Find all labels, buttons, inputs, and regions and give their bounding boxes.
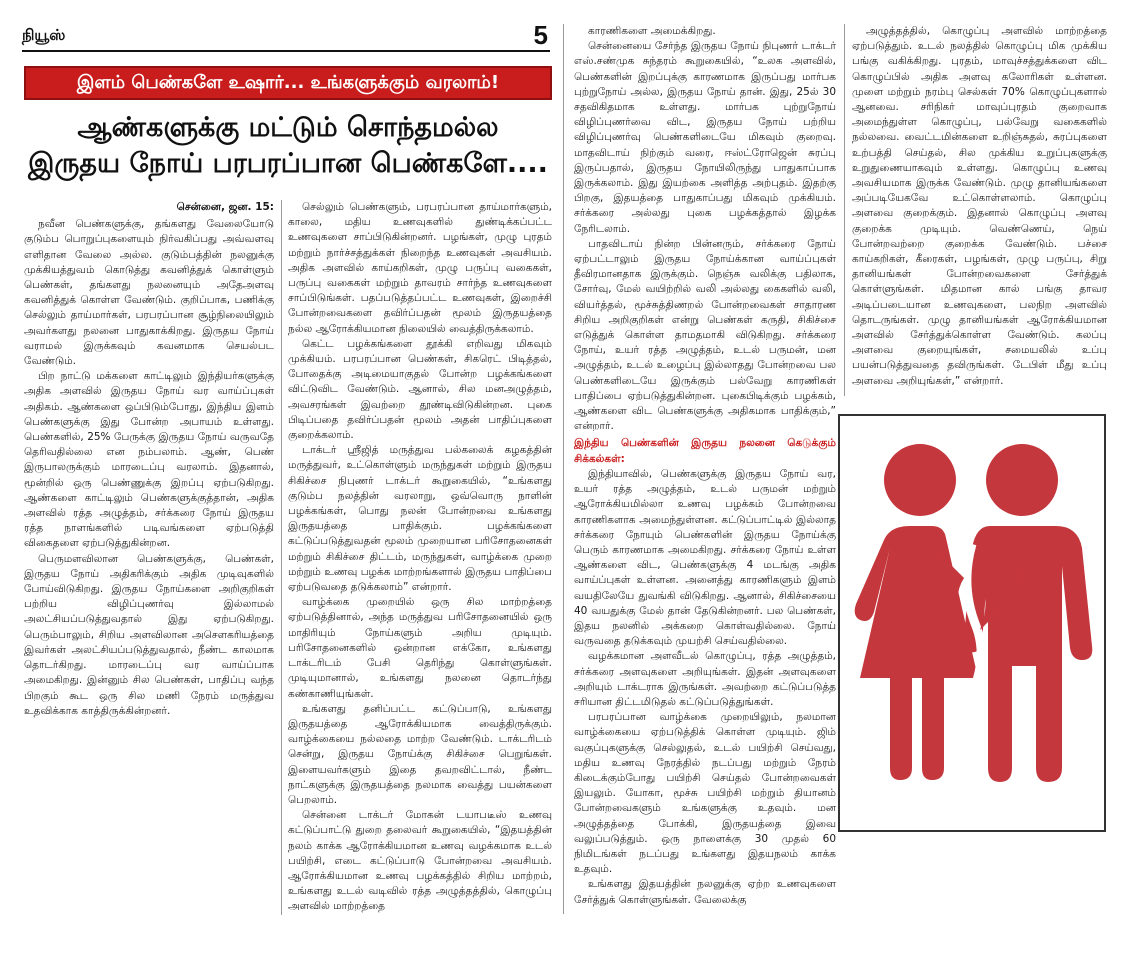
- headline-line-2: இருதய நோய் பரபரப்பான பெண்களே....: [28, 148, 548, 180]
- masthead: [22, 20, 550, 52]
- article-column-2: [288, 200, 552, 915]
- male-female-heart-icon: [840, 416, 1104, 830]
- headline: [24, 110, 552, 183]
- male-head: [986, 444, 1058, 516]
- kicker-banner: இளம் பெண்களே உஷார்... உங்களுக்கும் வரலாம்!: [24, 66, 552, 100]
- female-body: [855, 526, 978, 780]
- paragraph: அழுத்தத்தில், கொழுப்பு அளவில் மாற்றத்தை ஏற்படுத்தும். உடல் நலத்தில் கொழுப்பு மிக முக்கிய பங்கு வகிக்கிறது. புரதம், மாவுச்சத்துக்களை விட கொழுப்பில் அதிக அளவு கலோரிகள் உள்ளன. முளை மற்றும் நரம்பு செல்கள் 70% கொழுப்புகளால் ஆனவை. சரிநிகர் மாவுப்புரதம் குறைவாக அமைந்துள்ள கொழுப்பு, பல்வேறு வகைகளில் நல்லவை. வைட்டமின்களை உறிஞ்சுதல், சுரப்புகளை உற்பத்தி செய்தல், சில முக்கிய உறுப்புகளுக்கு உறுதுணையாகவும் உள்ளது. கொழுப்பு உணவு அவசியமாக இருக்க வேண்டும். முழு தானியங்களை அப்படியேகவே உட்கொள்ளலாம். கொழுப்பு அளவை குறைக்கும். இதனால் கொழுப்பு அளவு குறைக்க முடியும். வெண்ணெய், நெய் போன்றவற்றை குறைக்க வேண்டும். பச்சை காய்கறிகள், கீரைகள், பழங்கள், முழு பருப்பு, சிறு தானியங்கள் போன்றவைகளை சேர்த்துக் கொள்ளுங்கள். மிதமான கால் பங்கு தாவர அடிப்படையான உணவுகளை, பலநிற அளவில் தொடருங்கள். முழு தானியங்கள் ஆரோக்கியமான அளவில் சேர்த்துக்கொள்ள வேண்டும். கலப்பு அளவை குறையுங்கள், சமையலில் உப்பு பயன்படுத்துவதை தவிருங்கள். டேபிள் மீது உப்பு அளவை அறியுங்கள்,” என்றார்.: [852, 25, 1107, 387]
- headline-line-1: ஆண்களுக்கு மட்டும் சொந்தமல்ல: [77, 112, 499, 143]
- section-name: நியூஸ்: [22, 26, 66, 44]
- illustration-box: [838, 414, 1106, 832]
- page-number: 5: [533, 20, 548, 50]
- paragraph: சென்னை டாக்டர் மோகன் டயாபடீஸ் உணவு கட்டுப்பாட்டு துறை தலைவர் கூறுகையில், “இதயத்தின் நலம் காக்க ஆரோக்கியமான உணவு வழக்கமாக உடல் பயிற்சி, எடை கட்டுப்பாடு போன்றவை அவசியம். ஆரோக்கியமான உணவு பழக்கத்தில் சிறிய மாற்றம், உங்களது உடல் வடிவில் ரத்த அழுத்தத்தில், கொழுப்பு அளவில் மாற்றத்தை: [288, 809, 552, 913]
- column-rule: [563, 24, 564, 914]
- paragraph: பாதவிடாய் நின்ற பின்னரும், சர்க்கரை நோய் ஏற்பட்டாலும் இருதய நோய்க்கான வாய்ப்புகள் தீவிரமானதாக இருக்கும். நெஞ்சு வலிக்கு பதிலாக, சோர்வு, மேல் வயிற்றில் வலி அல்லது கைகளில் வலி, வியர்த்தல், மூச்சுத்திணறல் போன்றவைகள் சாதாரண சிறிய அறிகுறிகள் என்று பெண்கள் கருதி, சிகிச்சை எடுத்துக் கொள்ள தாமதமாகி விடுகிறது. சர்க்கரை நோய், உயர் ரத்த அழுத்தம், உடல் பருமன், மன அழுத்தம், உடல் உழைப்பு இல்லாதது போன்றவை பல பெண்களிடையே இருக்கும் பல்வேறு காரணிகள் பாதிப்பை ஏற்படுத்துகின்றன. புகைபிடிக்கும் பழக்கம், ஆண்களை விட பெண்களுக்கு அதிகமாக பாதிக்கும்,” என்றார்.: [574, 237, 836, 433]
- column-rule: [844, 24, 845, 396]
- article-column-1: [24, 200, 274, 915]
- paragraph: பரபரப்பான வாழ்க்கை முறையிலும், நலமான வாழ்க்கையை ஏற்படுத்திக் கொள்ள முடியும். ஜிம் வகுப்புகளுக்கு செல்லுதல், உடல் பயிற்சி செய்வது, மதிய உணவு நேரத்தில் நடப்பது மற்றும் நேரம் கிடைக்கும்போது பயிற்சி செய்தல் போன்றவைகள் இயலும். யோகா, மூச்சு பயிற்சி மற்றும் தியானம் போன்றவைகளும் உங்களுக்கு உதவும். மன அழுத்தத்தை போக்கி, இருதயத்தை இவை வலுப்படுத்தும். ஒரு நாளைக்கு 30 முதல் 60 நிமிடங்கள் நடப்பது உங்களது இதயநலம் காக்க உதவும்.: [574, 711, 836, 876]
- subheading: இந்திய பெண்களின் இருதய நலனை கெடுக்கும் சிக்கல்கள்:: [574, 437, 836, 465]
- paragraph: வாழ்க்கை முறையில் ஒரு சில மாற்றத்தை ஏற்படுத்தினால், அந்த மருத்துவ பரிசோதனையில் ஒரு மாதிரியும் நோய்களும் அறிய முடியும். பரிசோதனைகளில் ஒன்றான எக்கோ, உங்களது டாக்டரிடம் பேசி தெரிந்து கொள்ளுங்கள். முடியுமானால், உங்களது நலனை தொடர்ந்து கண்காணியுங்கள்.: [288, 596, 552, 700]
- dateline: சென்னை, ஜன. 15:: [176, 201, 274, 213]
- article-column-3: [574, 24, 836, 914]
- paragraph: சென்னையை சேர்ந்த இருதய நோய் நிபுணர் டாக்டர் எஸ்.சண்முக சுந்தரம் கூறுகையில், “உலக அளவில், பெண்களின் இறப்புக்கு காரணமாக இருப்பது மார்பக புற்றுநோய் அல்ல, இருதய நோய் தான். இது, 25ல் 30 சதவிகிதமாக உள்ளது. மார்பக புற்றுநோய் விழிப்புணர்வை விட, இருதய நோய் பற்றிய விழிப்புணர்வு பெண்களிடையே மிகவும் குறைவு. மாதவிடாய் நிற்கும் வரை, ஈஸ்ட்ரோஜென் சுரப்பு இருப்பதால், இருதய நோயிலிருந்து பாதுகாப்பாக இருக்கலாம். இது இயற்கை அளித்த அற்புதம். இதற்கு பிறகு, இதயத்தை பாதுகாப்பது மிகவும் முக்கியம். சர்க்கரை அல்லது புகை பழக்கத்தால் இழக்க நேரிடலாம்.: [574, 40, 836, 235]
- paragraph: காரணிகளை அமைக்கிறது.: [588, 25, 716, 37]
- paragraph: உங்களது தனிப்பட்ட கட்டுப்பாடு, உங்களது இருதயத்தை ஆரோக்கியமாக வைத்திருக்கும். வாழ்க்கையை நல்லதை மாற்ற வேண்டும். டாக்டரிடம் சென்று, இருதய நோய்க்கு சிகிச்சை பெறுங்கள். இளையவர்களும் இதை தவறவிட்டால், நீண்ட நாட்களுக்கு இருதயத்தை நலமாக வைத்து பயன்களை பெறலாம்.: [288, 702, 552, 806]
- paragraph: கெட்ட பழக்கங்களை தூக்கி எறிவது மிகவும் முக்கியம். பரபரப்பான பெண்கள், சிகரெட் பிடித்தல், போதைக்கு அடிமையாகுதல் போன்ற பழக்கங்களை விட்டுவிட வேண்டும். ஆனால், சில மனஅழுத்தம், அவசரங்கள் இவற்றை தூண்டிவிடுகின்றன. புகை பிடிப்பதை தவிர்ப்பதன் மூலம் அதன் பாதிப்புகளை குறைக்கலாம்.: [288, 337, 552, 442]
- paragraph: பெருமளவிலான பெண்களுக்கு, பெண்கள், இருதய நோய் அதிகரிக்கும் அதிக முடிவுகளில் போய்விடுகிறது. இருதய நோய்களை அறிகுறிகள் பற்றிய விழிப்புணர்வு இல்லாமல் அலட்சியப்படுத்துவதால் இது ஏற்படுகிறது. பெரும்பாலும், சிறிய அளவிலான அசௌகரியத்தை இவர்கள் அலட்சியப்படுத்துவதால், நீண்ட காலமாக தொடர்கிறது. மாரடைப்பு வர வாய்ப்பாக அமைகிறது. இன்னும் சில பெண்கள், பாதிப்பு வந்த பிறகும் கூட ஒரு சில மணி நேரம் மருத்துவ உதவிக்காக காத்திருக்கின்றனர்.: [24, 552, 274, 717]
- paragraph: நவீன பெண்களுக்கு, தங்களது வேலையோடு குடும்ப பொறுப்புகளையும் நிர்வகிப்பது அவ்வளவு எளிதான வேலை அல்ல. குடும்பத்தின் நலனுக்கு முக்கியத்துவம் கொடுத்து கவனித்துக் கொள்ளும் பெண்கள், தங்களது நலனையும் அதேஅளவு கவனித்துக் கொள்ள வேண்டும். குறிப்பாக, பணிக்கு செல்லும் தாய்மார்கள், பரபரப்பான சூழ்நிலையிலும் அவர்களது நலனை பாதுகாக்கிறது. இருதய நோய் வராமல் இருக்கவும் கவனமாக செயல்பட வேண்டும்.: [24, 218, 274, 368]
- paragraph: டாக்டர் ஸ்ரீஜித் மருத்துவ பல்கலைக் கழகத்தின் மருத்துவர், உட்கொள்ளும் மருந்துகள் மற்றும் இருதய சிகிச்சை நிபுணர் டாக்டர் கூறுகையில், “உங்களது குடும்ப நலத்தின் வரலாறு, ஒவ்வொரு நாளின் பழக்கங்கள், பொது நலன் போன்றவை உங்களது இருதயத்தை பாதிக்கும். பழக்கங்களை கட்டுப்படுத்துவதன் மூலம் முறையான பரிசோதனைகள் மற்றும் சிகிச்சை திட்டம், மருந்துகள், வாழ்க்கை முறை மற்றும் உணவு பழக்க மாற்றங்களால் இருதய பாதிப்பை ஏற்படுவதை தடுக்கலாம்” என்றார்.: [288, 444, 552, 594]
- paragraph: செல்லும் பெண்களும், பரபரப்பான தாய்மார்களும், காலை, மதிய உணவுகளில் துண்டிக்கப்பட்ட உணவுகளை சாப்பிடுகின்றனர். பழங்கள், முழு புரதம் மற்றும் நார்ச்சத்துக்கள் நிறைந்த உணவுகள் அவசியம். அதிக அளவில் காய்கறிகள், முழு பருப்பு வகைகள், பருப்பு வகைகள் மற்றும் தாவரம் சார்ந்த உணவுகளை சாப்பிடுங்கள். பதப்படுத்தப்பட்ட உணவுகள், இறைச்சி போன்றவைகளை தவிர்ப்பதன் மூலம் இருதயத்தை நல்ல ஆரோக்கியமான நிலையில் வைத்திருக்கலாம்.: [288, 201, 552, 335]
- column-rule: [281, 200, 282, 915]
- paragraph: உங்களது இதயத்தின் நலனுக்கு ஏற்ற உணவுகளை சேர்த்துக் கொள்ளுங்கள். வேலைக்கு: [574, 878, 836, 906]
- article-column-4: [852, 24, 1107, 396]
- paragraph: வழக்கமான அளவீடல் கொழுப்பு, ரத்த அழுத்தம், சர்க்கரை அளவுகளை அறியுங்கள். இதன் அளவுகளை அறியும் டாக்டராக இருங்கள். அவற்றை கட்டுப்படுத்த சரியான திட்டமிடுதல் கட்டுப்படுத்துங்கள்.: [574, 650, 836, 708]
- female-head: [884, 444, 956, 516]
- paragraph: பிற நாட்டு மக்களை காட்டிலும் இந்தியர்களுக்கு அதிக அளவில் இருதய நோய் வர வாய்ப்புகள் அதிகம். ஆண்களை ஒப்பிடும்போது, இந்திய இளம் பெண்களுக்கு இது போன்ற அபாயம் உள்ளது. பெண்களில், 25% பேருக்கு இருதய நோய் வருவதே தெரிவதில்லை என நம்பலாம். ஆண், பெண் இருபாலருக்கும் மாரடைப்பு வரலாம். இதனால், மூன்றில் ஒரு பெண்ணுக்கு இறப்பு ஏற்படுகிறது. ஆண்களை காட்டிலும் பெண்களுக்குத்தான், அதிக அளவில் ரத்த அழுத்தம், சர்க்கரை நோய் இருதய ரத்த நாளங்களில் படிவங்களை ஏற்படுத்தி விகைதளை ஏற்படுத்துகின்றன.: [24, 370, 274, 550]
- paragraph: இந்தியாவில், பெண்களுக்கு இருதய நோய் வர, உயர் ரத்த அழுத்தம், உடல் பருமன் மற்றும் ஆரோக்கியமில்லா உணவு பழக்கம் போன்றவை காரணிகளாக அமைந்துள்ளன. கட்டுப்பாட்டில் இல்லாத சர்க்கரை நோயும் பெண்களின் இருதய நோய்க்கு பெரும் காரணமாக அமைகிறது. சர்க்கரை நோய் உள்ள ஆண்களை விட, பெண்களுக்கு 4 மடங்கு அதிக வாய்ப்புகள் உள்ளன. அனைத்து காரணிகளும் இளம் வயதிலேயே துவங்கி விடுகிறது. ஆனால், சிகிச்சையை 40 வயதுக்கு மேல் தான் தேடுகின்றனர். பல பெண்கள், இதய நலனில் அக்கறை கொள்வதில்லை. நோய் வருவதை தடுக்கவும் முயற்சி செய்வதில்லை.: [574, 467, 836, 648]
